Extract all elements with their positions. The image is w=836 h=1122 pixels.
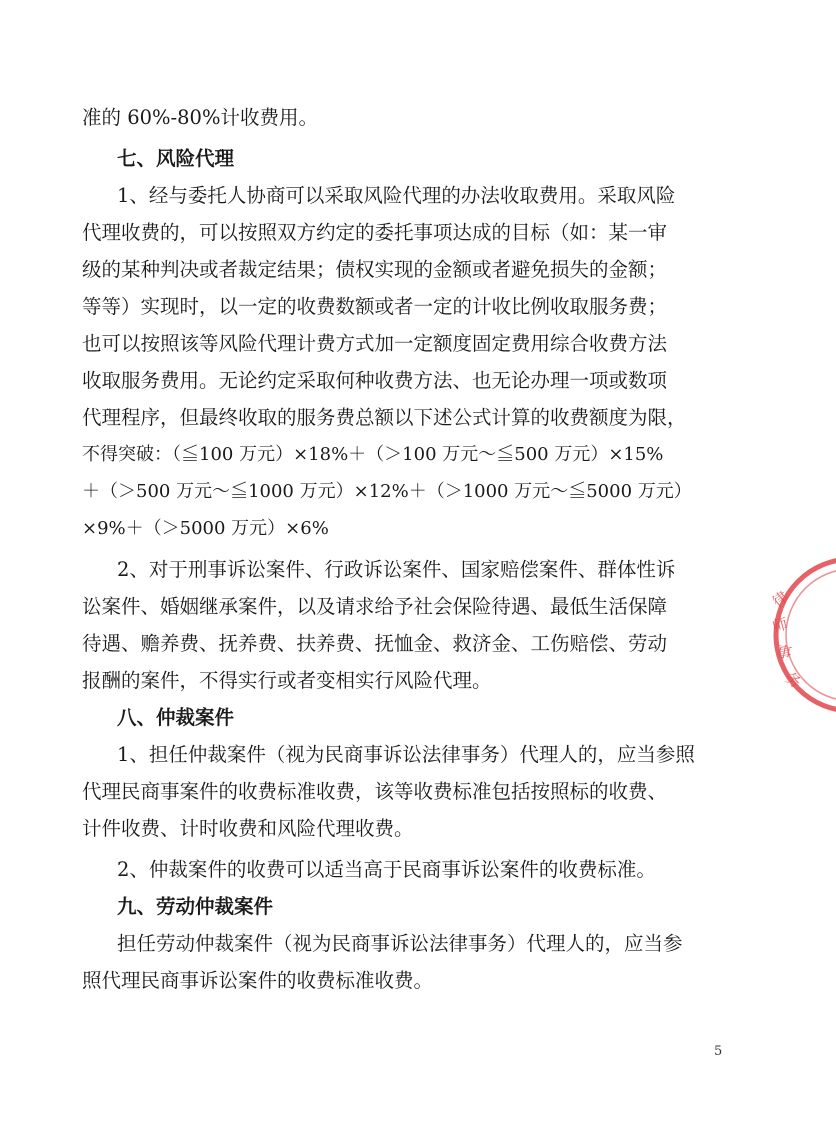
formula-line: ＋（＞500 万元～≦1000 万元）×12%＋（＞1000 万元～≦5000 万元） [82,481,692,502]
svg-text:师: 师 [770,614,790,636]
text-line: 1、经与委托人协商可以采取风险代理的办法收取费用。采取风险 [117,184,676,207]
seal-stamp-icon [756,540,836,720]
text-line: 待遇、赡养费、抚养费、扶养费、抚恤金、救济金、工伤赔偿、劳动 [82,632,668,655]
text-line: 1、担任仲裁案件（视为民商事诉讼法律事务）代理人的，应当参照 [117,743,695,766]
text-line: 级的某种判决或者裁定结果；债权实现的金额或者避免损失的金额； [82,258,668,281]
page-number: 5 [714,1044,723,1059]
text-line: 收取服务费用。无论约定采取何种收费方法、也无论办理一项或数项 [82,369,668,392]
text-line: 讼案件、婚姻继承案件，以及请求给予社会保险待遇、最低生活保障 [82,595,668,618]
svg-text:务: 务 [781,668,805,692]
text-line: 报酬的案件，不得实行或者变相实行风险代理。 [82,669,492,692]
text-line: 照代理民商事诉讼案件的收费标准收费。 [82,969,434,992]
formula-line: 不得突破：（≦100 万元）×18%＋（＞100 万元～≦500 万元）×15% [82,444,664,465]
text-line: 等等）实现时，以一定的收费数额或者一定的计收比例收取服务费； [82,295,668,318]
text-line-continuation: 准的 60%-80%计收费用。 [82,106,318,129]
section-heading-risk-agency: 七、风险代理 [117,147,235,170]
formula-line: ×9%＋（＞5000 万元）×6% [82,518,329,539]
section-heading-arbitration: 八、仲裁案件 [117,706,235,729]
section-heading-labor-arbitration: 九、劳动仲裁案件 [117,895,274,918]
text-line: 2、对于刑事诉讼案件、行政诉讼案件、国家赔偿案件、群体性诉 [117,558,676,581]
svg-text:律: 律 [769,587,793,612]
text-line: 代理收费的，可以按照双方约定的委托事项达成的目标（如：某一审 [82,221,668,244]
text-line: 代理民商事案件的收费标准收费，该等收费标准包括按照标的收费、 [82,780,668,803]
svg-text:事: 事 [775,642,794,663]
text-line: 2、仲裁案件的收费可以适当高于民商事诉讼案件的收费标准。 [117,858,656,881]
text-line: 计件收费、计时收费和风险代理收费。 [82,817,414,840]
text-line: 也可以按照该等风险代理计费方式加一定额度固定费用综合收费方法 [82,332,668,355]
text-line: 代理程序，但最终收取的服务费总额以下述公式计算的收费额度为限， [82,406,687,429]
text-line: 担任劳动仲裁案件（视为民商事诉讼法律事务）代理人的，应当参 [117,932,683,955]
